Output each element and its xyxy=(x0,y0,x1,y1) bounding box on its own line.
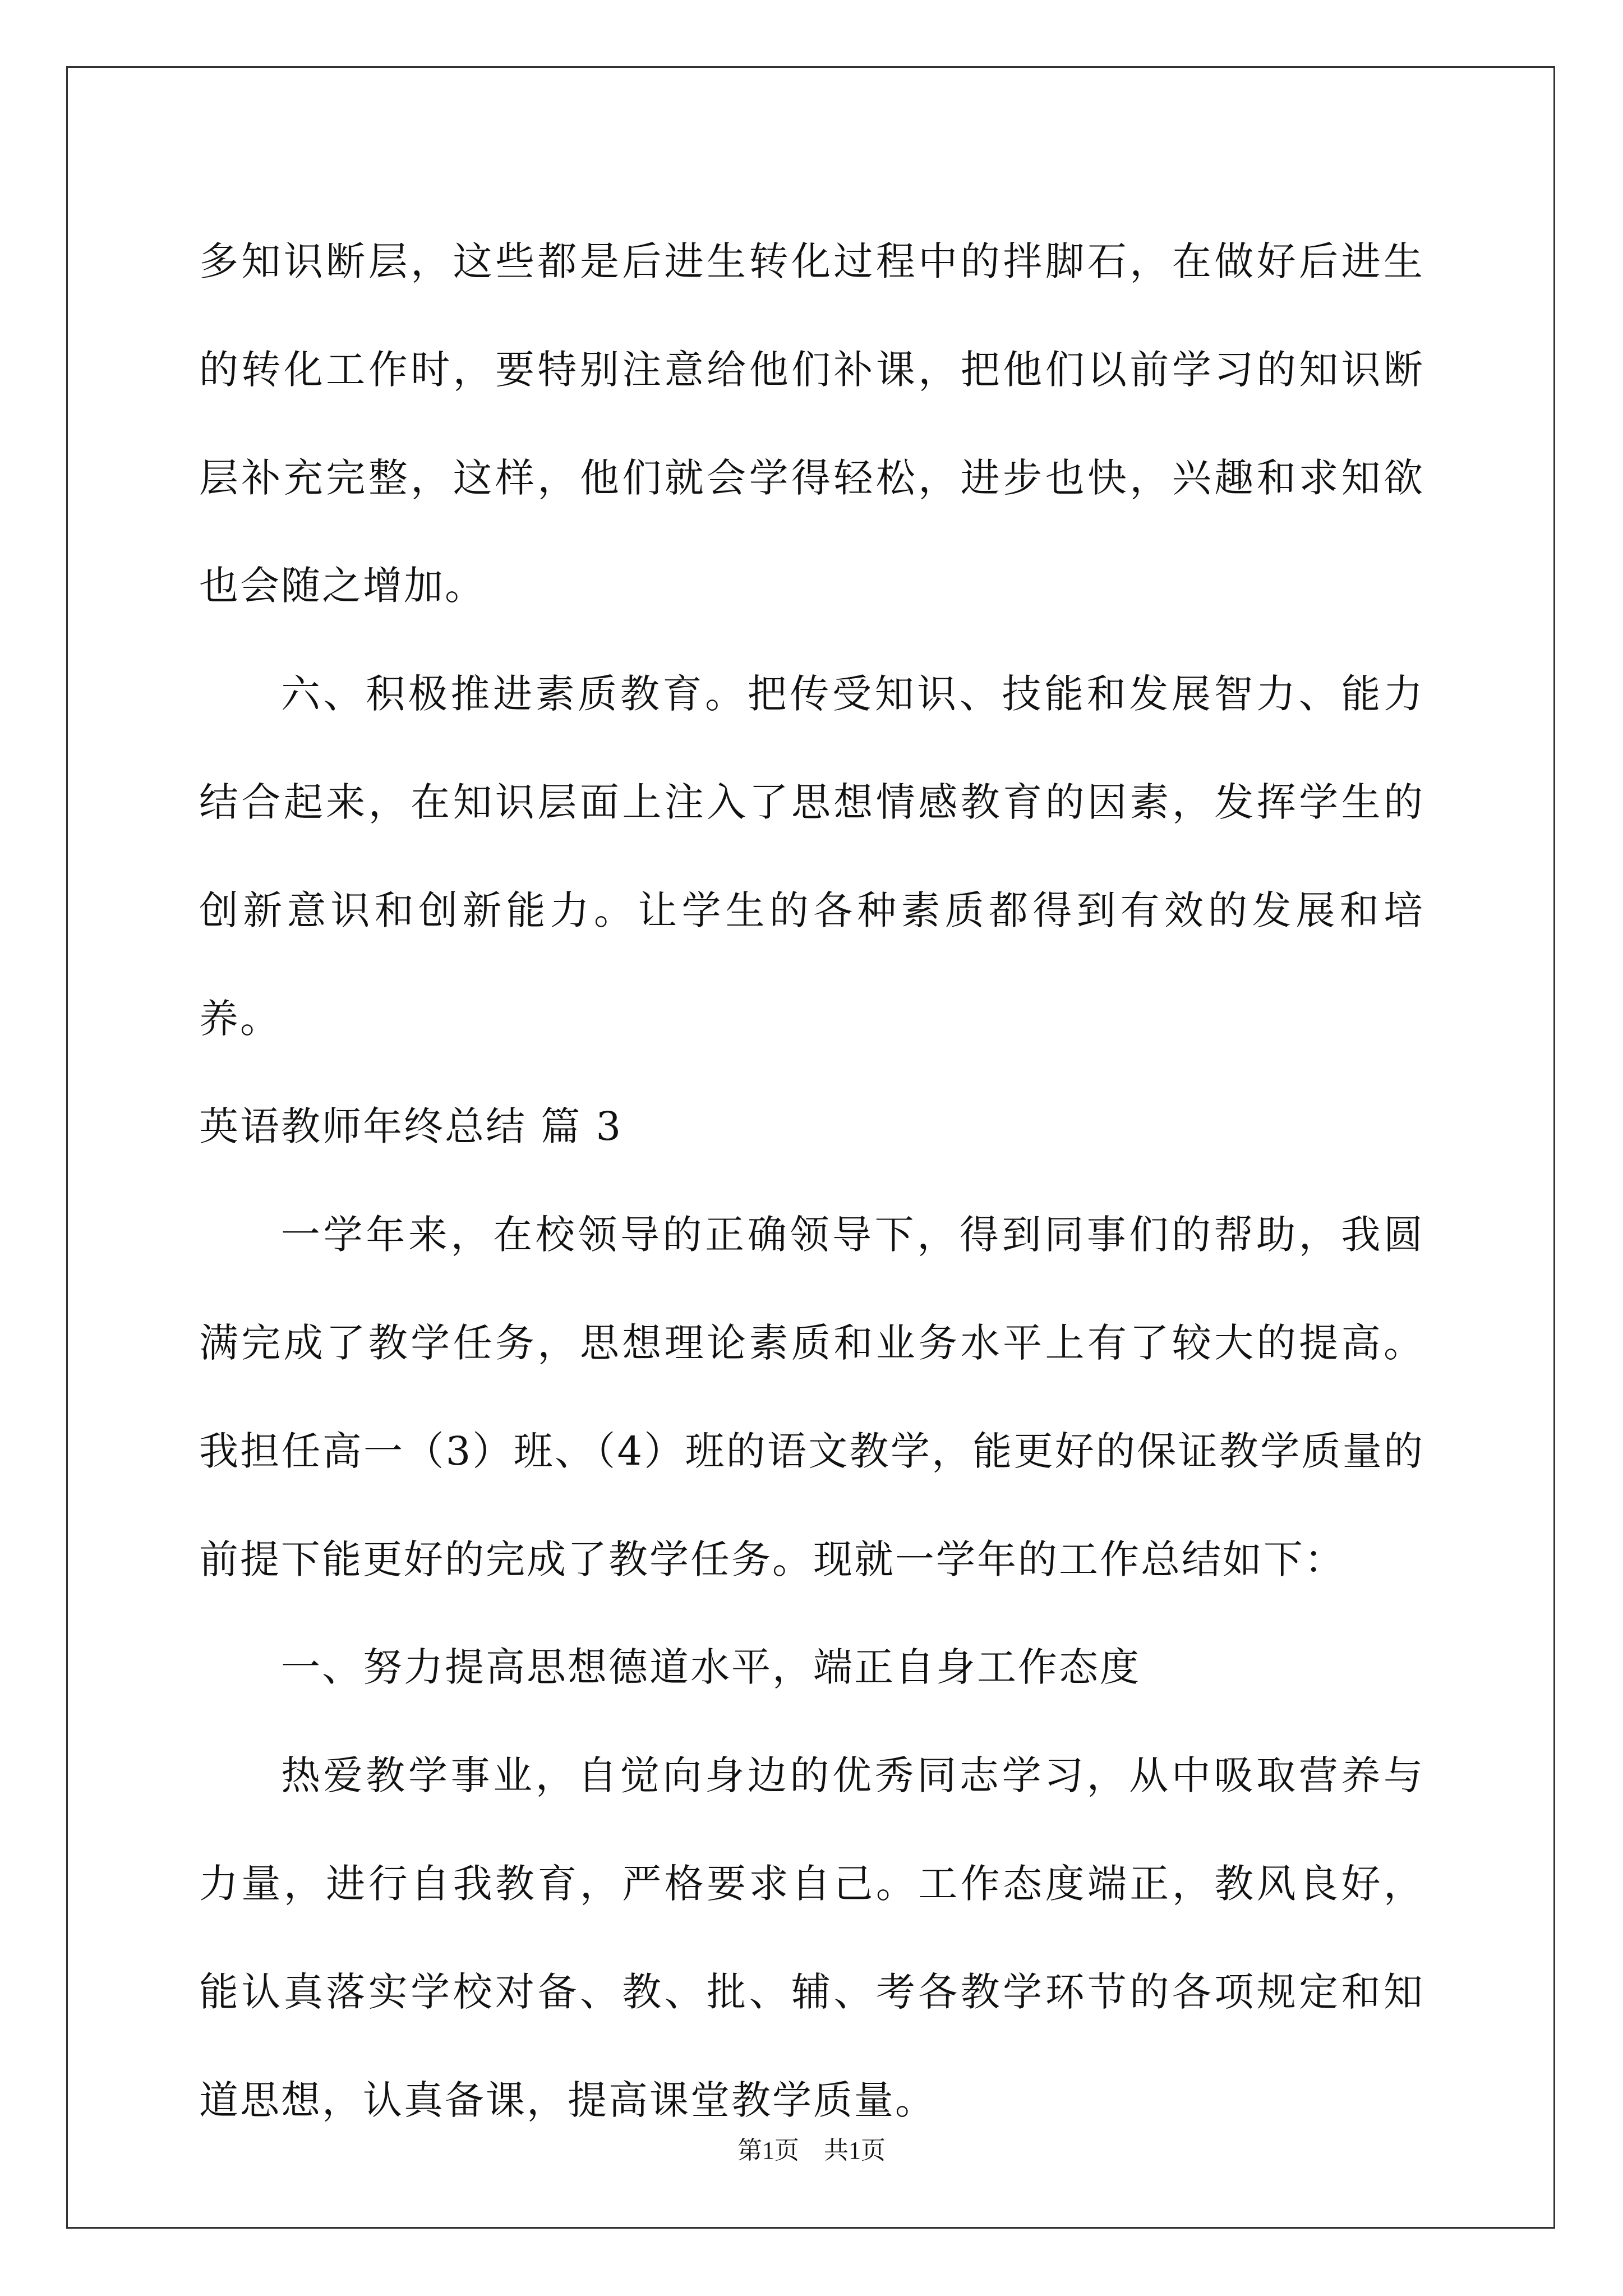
article-heading: 英语教师年终总结 篇 3 xyxy=(199,1103,623,1150)
paragraph-section-one-body: 热爱教学事业，自觉向身边的优秀同志学习，从中吸取营养与力量，进行自我教育，严格要求自己。工作态度端正，教风良好，能认真落实学校对备、教、批、辅、考各教学环节的各项规定和知道思想，认真备课，提高课堂教学质量。 xyxy=(199,1752,1424,2123)
paragraph-intro: 一学年来，在校领导的正确领导下，得到同事们的帮助，我圆满完成了教学任务，思想理论素质和业务水平上有了较大的提高。我担任高一（3）班、（4）班的语文教学，能更好的保证教学质量的前提下能更好的完成了教学任务。现就一学年的工作总结如下： xyxy=(199,1212,1424,1582)
paragraph-section-one-title: 一、努力提高思想德道水平，端正自身工作态度 xyxy=(281,1644,1141,1691)
page-footer xyxy=(0,2134,1623,2168)
paragraph-section-six: 六、积极推进素质教育。把传受知识、技能和发展智力、能力结合起来，在知识层面上注入了思想情感教育的因素，发挥学生的创新意识和创新能力。让学生的各种素质都得到有效的发展和培养。 xyxy=(199,671,1424,1042)
page-total: 共1页 xyxy=(824,2137,886,2164)
paragraph-continuation: 多知识断层，这些都是后进生转化过程中的拌脚石，在做好后进生的转化工作时，要特别注意给他们补课，把他们以前学习的知识断层补充完整，这样，他们就会学得轻松，进步也快，兴趣和求知欲也会随之增加。 xyxy=(199,238,1424,609)
page-number: 第1页 xyxy=(737,2137,799,2164)
document-body xyxy=(199,208,1424,2154)
